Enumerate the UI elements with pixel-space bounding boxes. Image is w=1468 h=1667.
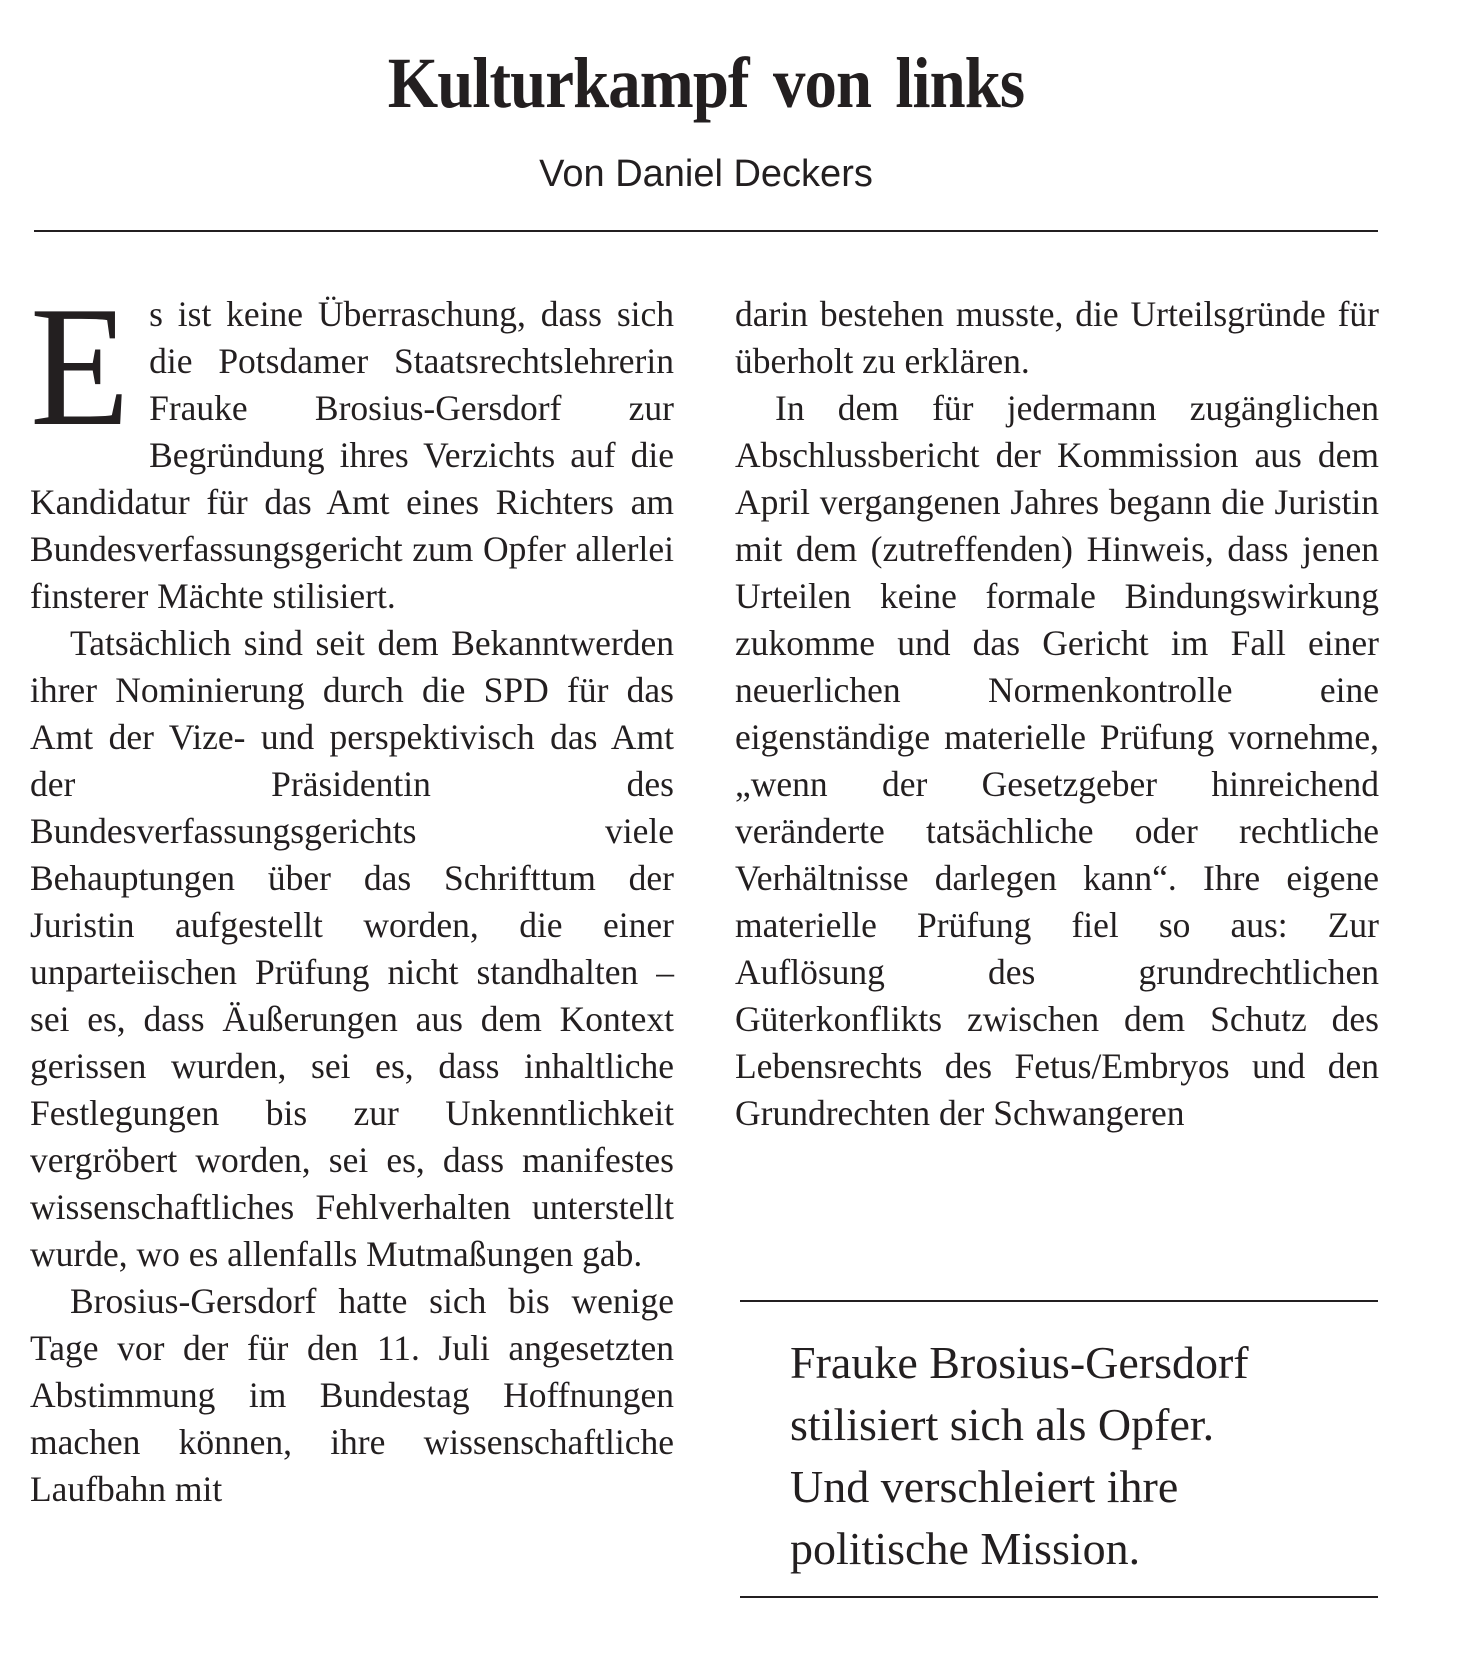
pullquote-rule-top [740,1300,1378,1302]
header-divider [34,230,1378,232]
paragraph-1-text: s ist keine Überraschung, dass sich die Potsdamer Staatsrechtslehrerin Frauke Brosius-Gersdorf zur Begründung ihres Verzichts auf die Kandidatur für das Amt eines Richters am Bundesverfassungsgericht zum Opfer allerlei finsterer Mächte stilisiert. [30,294,674,616]
text-column-left [30,272,674,1513]
paragraph-5: In dem für jedermann zugänglichen Abschlussbericht der Kommission aus dem April vergangenen Jahres begann die Juristin mit dem (zutreffenden) Hinweis, dass jenen Urteilen keine formale Bindungswirkung zukomme und das Gericht im Fall einer neuerlichen Normenkontrolle eine eigenständige materielle Prüfung vornehme, „wenn der Gesetzgeber hinreichend veränderte tatsächliche oder rechtliche Verhältnisse darlegen kann“. Ihre eigene materielle Prüfung fiel so aus: Zur Auflösung des grundrechtlichen Güterkonflikts zwischen dem Schutz des Lebensrechts des Fetus/Embryos und den Grundrechten der Schwangeren [735,388,1379,1133]
article-byline: Von Daniel Deckers [539,153,873,195]
drop-cap: E [30,272,130,462]
paragraph-1 [30,272,674,620]
pull-quote-line-4: politische Mission. [790,1523,1141,1574]
paragraph-2: Tatsächlich sind seit dem Bekanntwerden ihrer Nominierung durch die SPD für das Amt der Vize- und perspektivisch das Amt der Präsidentin des Bundesverfassungsgerichts viele Behauptungen über das Schrifttum der Juristin aufgestellt worden, die einer unparteiischen Prüfung nicht standhalten – sei es, dass Äußerungen aus dem Kontext gerissen wurden, sei es, dass inhaltliche Festlegungen bis zur Unkenntlichkeit vergröbert worden, sei es, dass manifestes wissenschaftliches Fehlverhalten unterstellt wurde, wo es allenfalls Mutmaßungen gab. [30,623,674,1274]
pull-quote [790,1332,1350,1580]
paragraph-3: Brosius-Gersdorf hatte sich bis wenige Tage vor der für den 11. Juli angesetzten Abstimmung im Bundestag Hoffnungen machen können, ihre wissenschaftliche Laufbahn mit [30,1281,674,1509]
pull-quote-line-3: Und verschleiert ihre [790,1461,1179,1512]
pull-quote-line-2: stilisiert sich als Opfer. [790,1399,1215,1450]
paragraph-4: darin bestehen musste, die Urteilsgründe für überholt zu erklären. [735,294,1379,381]
pullquote-rule-bottom [740,1596,1378,1598]
pull-quote-line-1: Frauke Brosius-Gersdorf [790,1337,1249,1388]
text-column-right [735,291,1379,1137]
article-headline: Kulturkampf von links [387,43,1025,123]
